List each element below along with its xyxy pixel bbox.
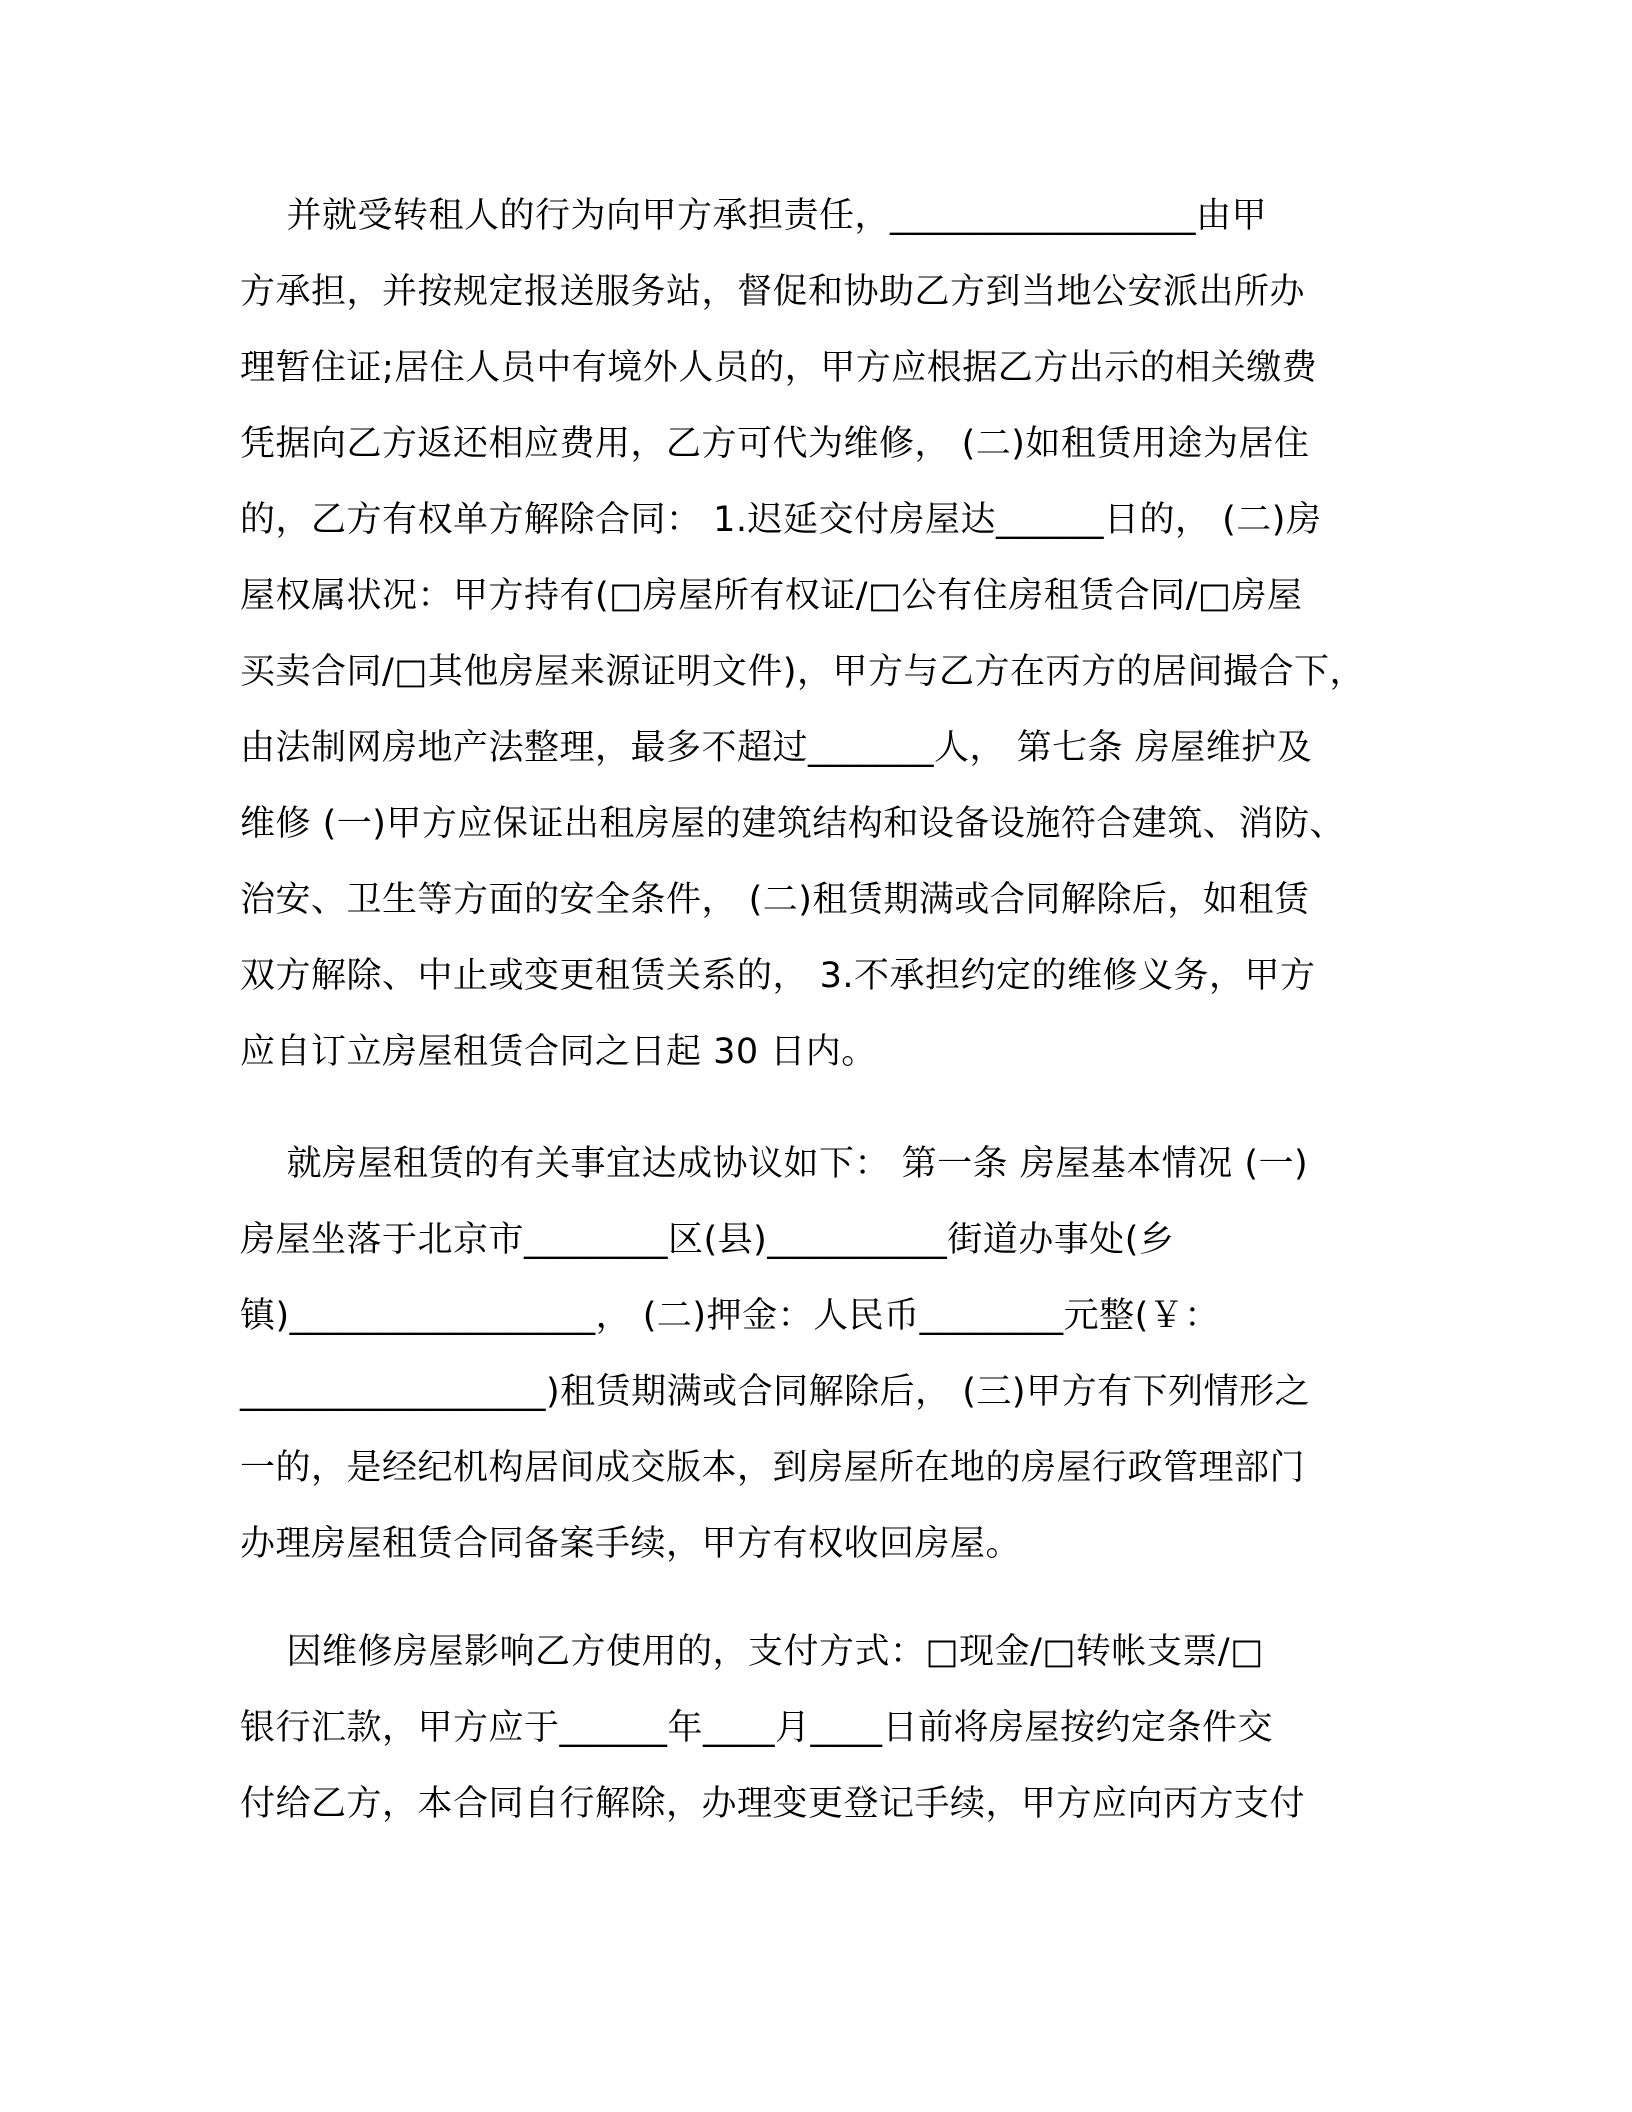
text-line: 由法制网房地产法整理，最多不超过_______人， 第七条 房屋维护及 [240,728,1313,768]
text-line: 方承担，并按规定报送服务站，督促和协助乙方到当地公安派出所办 [240,272,1306,312]
text-line: 银行汇款，甲方应于______年____月____日前将房屋按约定条件交 [240,1708,1274,1748]
text-line: 并就受转租人的行为向甲方承担责任，_________________由甲 [240,196,1268,236]
text-line: _________________)租赁期满或合同解除后， (三)甲方有下列情形之 [240,1372,1311,1412]
text-line: 买卖合同/□其他房屋来源证明文件)，甲方与乙方在丙方的居间撮合下， [240,652,1366,692]
text-line: 一的，是经纪机构居间成交版本，到房屋所在地的房屋行政管理部门 [240,1448,1306,1488]
text-line: 就房屋租赁的有关事宜达成协议如下： 第一条 房屋基本情况 (一) [240,1144,1309,1184]
text-line: 凭据向乙方返还相应费用，乙方可代为维修， (二)如租赁用途为居住 [240,424,1310,464]
text-line: 付给乙方，本合同自行解除，办理变更登记手续，甲方应向丙方支付 [240,1784,1306,1824]
text-line: 镇)_________________， (二)押金：人民币________元整(￥： [240,1296,1220,1336]
text-line: 屋权属状况：甲方持有(□房屋所有权证/□公有住房租赁合同/□房屋 [240,576,1303,616]
text-line: 双方解除、中止或变更租赁关系的， 3.不承担约定的维修义务，甲方 [240,956,1316,996]
text-line: 办理房屋租赁合同备案手续，甲方有权收回房屋。 [240,1524,1022,1564]
text-line: 应自订立房屋租赁合同之日起 30 日内。 [240,1032,877,1072]
text-line: 理暂住证;居住人员中有境外人员的，甲方应根据乙方出示的相关缴费 [240,348,1318,388]
text-line: 的，乙方有权单方解除合同： 1.迟延交付房屋达______日的， (二)房 [240,500,1322,540]
text-line: 房屋坐落于北京市________区(县)__________街道办事处(乡 [240,1220,1175,1260]
text-line: 治安、卫生等方面的安全条件， (二)租赁期满或合同解除后，如租赁 [240,880,1310,920]
text-line: 维修 (一)甲方应保证出租房屋的建筑结构和设备设施符合建筑、消防、 [240,804,1345,844]
text-line: 因维修房屋影响乙方使用的，支付方式：□现金/□转帐支票/□ [240,1632,1264,1672]
